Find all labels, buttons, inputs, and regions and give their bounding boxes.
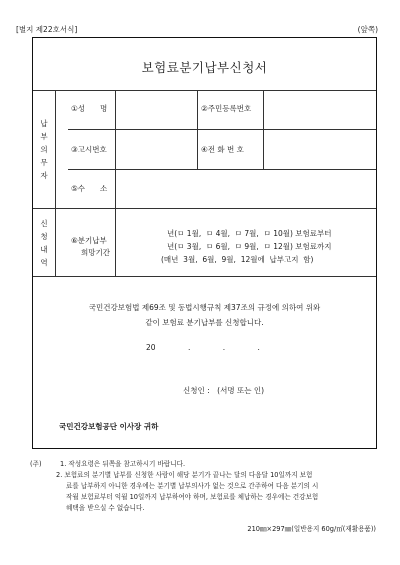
- resident-number-input[interactable]: [264, 91, 376, 128]
- note-2-line: 작월 보험료부터 익월 10일까지 납부하여야 하며, 보험료를 체납하는 경우에는 건강보험: [66, 493, 319, 501]
- period-end-options[interactable]: 년(ㅁ 3월, ㅁ 6월, ㅁ 9월, ㅁ 12월) 보험료까지: [167, 242, 332, 251]
- section-char: 역: [40, 258, 48, 267]
- statement-line: 국민건강보험법 제69조 및 동법시행규칙 제37조의 규정에 의하여 위와: [88, 303, 321, 312]
- date-year-prefix: 20: [146, 343, 156, 352]
- form-number: [별지 제22호서식]: [16, 25, 78, 34]
- request-bottom-divider: [33, 276, 376, 277]
- recipient: 국민건강보험공단 이사장 귀하: [59, 422, 159, 431]
- section-char: 신: [40, 219, 48, 228]
- address-input[interactable]: [116, 170, 376, 207]
- note-2-line: 료를 납부하지 아니한 경우에는 분기별 납부의사가 없는 것으로 간주하여 다음 분기의 시: [66, 482, 319, 490]
- resident-number-label: ②주민등록번호: [201, 104, 252, 113]
- date-separator: .: [187, 343, 191, 352]
- note-1: 1. 작성요령은 뒤쪽을 참고하시기 바랍니다.: [60, 460, 186, 468]
- card-number-input[interactable]: [116, 130, 196, 168]
- note-2-line: 혜택을 받으실 수 없습니다.: [66, 504, 145, 512]
- application-form: [32, 37, 377, 449]
- middle-divider: [197, 90, 198, 169]
- period-label-line: 희망기간: [81, 248, 110, 257]
- card-number-label: ③고시번호: [71, 145, 107, 154]
- name-label: ①성 명: [71, 104, 108, 113]
- phone-input[interactable]: [264, 130, 376, 168]
- date-separator: .: [257, 343, 260, 352]
- form-title: 보험료분기납부신청서: [141, 60, 268, 75]
- applicant-signature[interactable]: 신청인 : (서명 또는 인): [183, 386, 264, 395]
- note-2: [56, 470, 374, 514]
- period-label-line: ⑥분기납부: [71, 236, 107, 245]
- section-label-divider: [55, 90, 56, 276]
- request-section-label: [38, 217, 50, 269]
- phone-label: ④전 화 번 호: [201, 145, 244, 154]
- application-statement: [51, 300, 358, 330]
- paper-spec: 210㎜×297㎜(일반용지 60g/㎡(재활용품)): [247, 525, 376, 533]
- date-separator: .: [222, 343, 226, 352]
- notes-label: (주): [30, 460, 42, 468]
- period-label: [71, 235, 110, 259]
- section-char: 납: [40, 119, 48, 128]
- statement-line: 같이 보험료 분기납부를 신청합니다.: [145, 318, 264, 327]
- application-date[interactable]: [146, 343, 260, 352]
- section-divider: [33, 208, 376, 209]
- billing-notice: (매년 3월, 6월, 9월, 12월에 납부고지 함): [161, 255, 314, 264]
- page-side-label: (앞쪽): [357, 25, 378, 34]
- name-input[interactable]: [116, 91, 196, 128]
- section-char: 청: [40, 232, 48, 241]
- section-char: 무: [40, 158, 48, 167]
- note-2-line: 2. 보험료의 분기별 납부를 신청한 사람이 해당 분기가 끝나는 달의 다음달 10일까지 보험: [56, 471, 313, 479]
- section-char: 자: [40, 171, 48, 180]
- section-char: 내: [40, 245, 48, 254]
- section-char: 부: [40, 132, 48, 141]
- applicant-section-label: [38, 117, 50, 182]
- address-label: ⑤수 소: [71, 184, 108, 193]
- section-char: 의: [40, 145, 48, 154]
- period-start-options[interactable]: 년(ㅁ 1월, ㅁ 4월, ㅁ 7월, ㅁ 10월) 보험료부터: [167, 229, 332, 238]
